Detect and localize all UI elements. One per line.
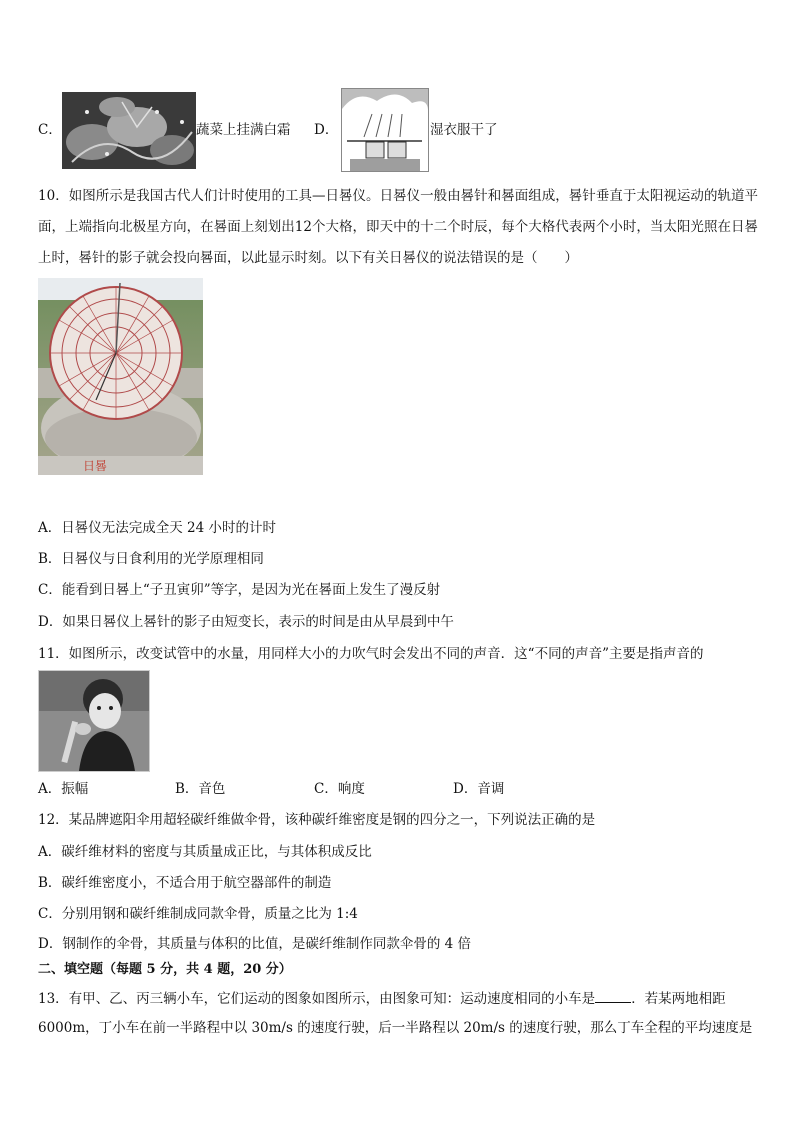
q11-option-b: B．音色 [175,781,226,797]
q11-option-a: A．振幅 [38,781,89,797]
q9-option-c-label: C． [38,122,62,138]
q10-option-b: B．日晷仪与日食利用的光学原理相同 [38,551,264,567]
q10-stem: 10．如图所示是我国古代人们计时使用的工具—日晷仪。日晷仪一般由晷针和晷面组成，晷针垂直于太阳视运动的轨道平面，上端指向北极星方向，在晷面上刻划出12个大格，即天中的十二个时辰，每个大格代表两个小时，当太阳光照在日晷上时，晷针的影子就会投向晷面，以此显示时刻。以下有关日晷仪的说法错误的是（ ） [38,188,758,266]
q12-option-a: A．碳纤维材料的密度与其质量成正比，与其体积成反比 [38,844,372,860]
drying-clothes-image [341,88,429,172]
sundial-caption: 日晷 [83,459,108,473]
q13-answer-blank[interactable] [595,988,631,1003]
q9-option-d-label: D． [314,122,339,138]
q11-option-c: C．响度 [314,781,365,797]
q13-line1 [38,988,726,1009]
q9-option-c-text: 蔬菜上挂满白霜 [196,122,291,138]
q12-option-c: C．分别用钢和碳纤维制成同款伞骨，质量之比为 1:4 [38,906,358,922]
q11-option-d: D．音调 [453,781,505,797]
q13-line2: 6000m，丁小车在前一半路程中以 30m/s 的速度行驶，后一半路程以 20m/s 的速度行驶，那么丁车全程的平均速度是 [38,1020,753,1036]
sundial-image [38,278,203,475]
q13-line1-part-a: 13．有甲、乙、丙三辆小车，它们运动的图象如图所示，由图象可知：运动速度相同的小车是 [38,991,596,1007]
q12-stem: 12．某品牌遮阳伞用超轻碳纤维做伞骨，该种碳纤维密度是钢的四分之一，下列说法正确的是 [38,812,596,828]
q9-option-d-text: 湿衣服干了 [430,122,498,138]
q11-stem: 11．如图所示，改变试管中的水量，用同样大小的力吹气时会发出不同的声音．这“不同的声音”主要是指声音的 [38,646,704,662]
q13-line1-part-b: ．若某两地相距 [631,991,726,1007]
section-heading-fill-in: 二、填空题（每题 5 分，共 4 题，20 分） [38,962,292,977]
q12-option-b: B．碳纤维密度小，不适合用于航空器部件的制造 [38,875,332,891]
girl-blowing-test-tube-image [38,670,150,772]
q12-option-d: D．钢制作的伞骨，其质量与体积的比值，是碳纤维制作同款伞骨的 4 倍 [38,936,471,952]
q10-option-d: D．如果日晷仪上晷针的影子由短变长，表示的时间是由从早晨到中午 [38,614,454,630]
q10-option-a: A．日晷仪无法完成全天 24 小时的计时 [38,520,277,536]
q10-option-c: C．能看到日晷上“子丑寅卯”等字，是因为光在晷面上发生了漫反射 [38,582,441,598]
frost-vegetable-image [62,92,196,169]
